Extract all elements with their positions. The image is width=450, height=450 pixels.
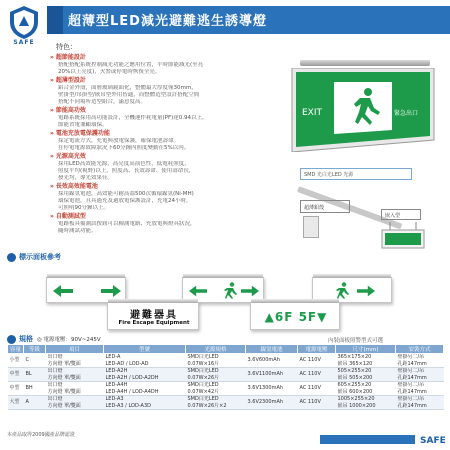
col-header: 容量	[8, 345, 24, 354]
side-view-thumb	[303, 216, 319, 238]
panel-escape-text: 避難器具	[130, 310, 178, 321]
col-header: 鎳氫電池	[246, 345, 298, 354]
cell-group: 中型	[8, 382, 24, 396]
feature-text: 發光均，導光效果佳。	[58, 175, 114, 181]
table-row: 小型 C 出口燈 方向燈 單/雙面 LED-A LED-AD / LOD-AD SMD白光LED 0.07W×16片 3.6V600mAh AC 110V 365×175×20 嵌吊 365×120 壁掛另二/吊 孔距147mm	[8, 354, 444, 368]
arrow-right-icon	[357, 285, 375, 297]
cell-voltage: AC 110V	[298, 382, 336, 396]
feature-text: 鋁合金外殼，面層玻璃鏡面化，整體最大厚度僅30mm，	[58, 85, 197, 91]
feature-item	[50, 107, 280, 129]
spec-header-row	[8, 345, 444, 354]
feature-item	[50, 77, 280, 106]
chevron-icon: »	[50, 107, 54, 114]
cell-group: 大型	[8, 396, 24, 410]
feature-title: 光源高光效	[55, 153, 86, 160]
cell-grade: A	[24, 396, 46, 410]
cell-grade: C	[24, 354, 46, 368]
running-man-icon	[223, 282, 237, 300]
col-header: 項目	[46, 345, 104, 354]
feature-text: 電路系統採用高功能設計，全機運作耗電量(PF)達0.94以上，	[58, 115, 208, 121]
footer-brand-bar	[320, 432, 450, 446]
spec-title: 規格 ◎ 電源電壓：90V~245V	[7, 334, 101, 344]
chevron-icon: »	[50, 183, 54, 190]
ceiling-mount-thumb	[380, 222, 426, 252]
feature-text: 採用鎳氫電池，高效能可耐高溫500次循環鎳氫(Ni-MH)	[58, 191, 194, 197]
safe-logo-icon	[7, 4, 41, 40]
arrow-right-icon	[241, 285, 259, 297]
diffuser-label: SMD 光白光LED 光源	[300, 168, 412, 180]
arrow-left-icon	[53, 285, 73, 297]
chevron-icon: »	[50, 77, 54, 84]
feature-text: 照度平均(視野)以上，照度高、長效壽命、使用壽命長，	[58, 168, 195, 174]
page-title: 超薄型LED減光避難逃生誘導燈	[68, 14, 267, 29]
cell-grade: BL	[24, 368, 46, 382]
feature-title: 電池充放電保護功能	[55, 130, 110, 137]
exit-label: EXIT	[302, 108, 323, 118]
col-header: 光源規格	[186, 345, 246, 354]
brand-wordmark: SAFE	[13, 39, 35, 46]
features-section	[50, 42, 280, 236]
feature-text: 可照明90分鐘以上。	[58, 205, 109, 211]
feature-text: 採定電流方式，充電與放電保護，確保電池壽命。	[58, 138, 180, 144]
emergency-label: 緊急出口	[394, 110, 419, 117]
table-row: 中型 BH 出口燈 方向燈 單/雙面 LED-A4H LED-A4H / LOD-A4DH SMD白光LED 0.07W×42片 3.6V1300mAh AC 110V 605×255×20 嵌吊 600×200 壁掛另二/吊 孔距147mm	[8, 382, 444, 396]
cell-battery: 3.6V1300mAh	[246, 382, 298, 396]
mount-bar	[300, 60, 430, 66]
feature-text: 搭配不同場所造型組合，滿意度高。	[58, 99, 147, 105]
chevron-icon: »	[50, 54, 54, 61]
feature-item	[50, 130, 280, 152]
col-header: 等級	[24, 345, 46, 354]
cell-battery: 3.6V1100mAh	[246, 368, 298, 382]
col-header: 安裝方式	[396, 345, 444, 354]
feature-item	[50, 153, 280, 182]
feature-item	[50, 213, 280, 235]
panel-escape-subtext: Fire Escape Equipment	[118, 320, 190, 326]
feature-text: 電路板具備測試按鈕可以檢測電路、充放電與燈具狀況，	[58, 221, 196, 227]
col-header: 型號	[104, 345, 186, 354]
cell-voltage: AC 110V	[298, 368, 336, 382]
panel-fire-escape	[107, 302, 199, 330]
chevron-icon: »	[50, 213, 54, 220]
running-man-icon	[335, 282, 349, 300]
feature-item	[50, 183, 280, 212]
feature-item	[50, 54, 280, 76]
cell-voltage: AC 110V	[298, 396, 336, 410]
spec-note: 內裝面板照警型式可選	[328, 338, 384, 344]
slim-shell-label: 超薄鋁殼	[300, 200, 350, 213]
cell-voltage: AC 110V	[298, 354, 336, 368]
feature-title: 超薄型設計	[55, 77, 86, 84]
feature-text: 節能省電兼顧環保。	[58, 122, 108, 128]
section-dot-icon	[7, 335, 16, 344]
arrow-right-icon	[101, 285, 121, 297]
features-heading: 特色：	[56, 43, 77, 51]
feature-text: 環保電池，且具過充及過放電保護設計，充電24小時，	[58, 198, 192, 204]
feature-title: 節能高功效	[55, 107, 86, 114]
feature-title: 自動測試型	[55, 213, 86, 220]
feature-title: 超節能設計	[55, 54, 86, 61]
col-header: 尺寸(mm)	[336, 345, 396, 354]
title-banner-tab	[47, 6, 63, 34]
feature-text: 20%以上亮度)，火警或停電時恢復全亮。	[58, 69, 161, 75]
spec-table	[7, 344, 444, 410]
feature-text: 搭配搭配系統控制減光功能之應用位置，平時節能減光(至亮	[58, 62, 204, 68]
spec-subtitle: ◎ 電源電壓：90V~245V	[37, 337, 101, 343]
footer-brand: SAFE	[420, 436, 446, 446]
cell-group: 小型	[8, 354, 24, 368]
table-row: 中型 BL 出口燈 方向燈 單/雙面 LED-A2H LED-A2H / LOD-A2DH SMD白光LED 0.07W×26片 3.6V1100mAh AC 110V 505×255×20 嵌吊 505×200 壁掛另二/吊 孔距147mm	[8, 368, 444, 382]
arrow-left-icon	[189, 285, 207, 297]
feature-text: 隨時測試功能。	[58, 228, 97, 234]
footnote: 本產品取得2009國產品牌認證	[7, 432, 75, 438]
table-row: 大型 A 出口燈 方向燈 單/雙面 LED-A3 LED-A3 / LOD-A3D SMD白光LED 0.07W×26片×2 3.6V2300mAh AC 110V 1005×255×20 嵌吊 1000×200 壁掛另二/吊 孔距147mm	[8, 396, 444, 410]
col-header: 電源電壓	[298, 345, 336, 354]
feature-title: 長效高效能電池	[55, 183, 98, 190]
chevron-icon: »	[50, 153, 54, 160]
feature-text: 在停電電源故障狀況下60分鐘內照度變動在5%以內。	[58, 145, 190, 151]
feature-text: 壁掛型/吊掛型/嵌吊型外用皆適，而整體造型設計搭配空間	[58, 92, 200, 98]
section-dot-icon	[7, 253, 16, 262]
panel-floor-text: ▲6F 5F▼	[264, 310, 328, 324]
cell-battery: 3.6V600mAh	[246, 354, 298, 368]
ceiling-mount-label: 嵌入型	[381, 209, 421, 220]
panel-ref-title: 標示面板參考	[7, 252, 61, 264]
cell-group: 中型	[8, 368, 24, 382]
exit-sign-product	[288, 68, 436, 152]
chevron-icon: »	[50, 130, 54, 137]
cell-grade: BH	[24, 382, 46, 396]
feature-text: 採用LED高效能光源，高亮度高演色性，低電耗照度，	[58, 161, 190, 167]
cell-battery: 3.6V2300mAh	[246, 396, 298, 410]
panel-floor	[250, 302, 340, 330]
